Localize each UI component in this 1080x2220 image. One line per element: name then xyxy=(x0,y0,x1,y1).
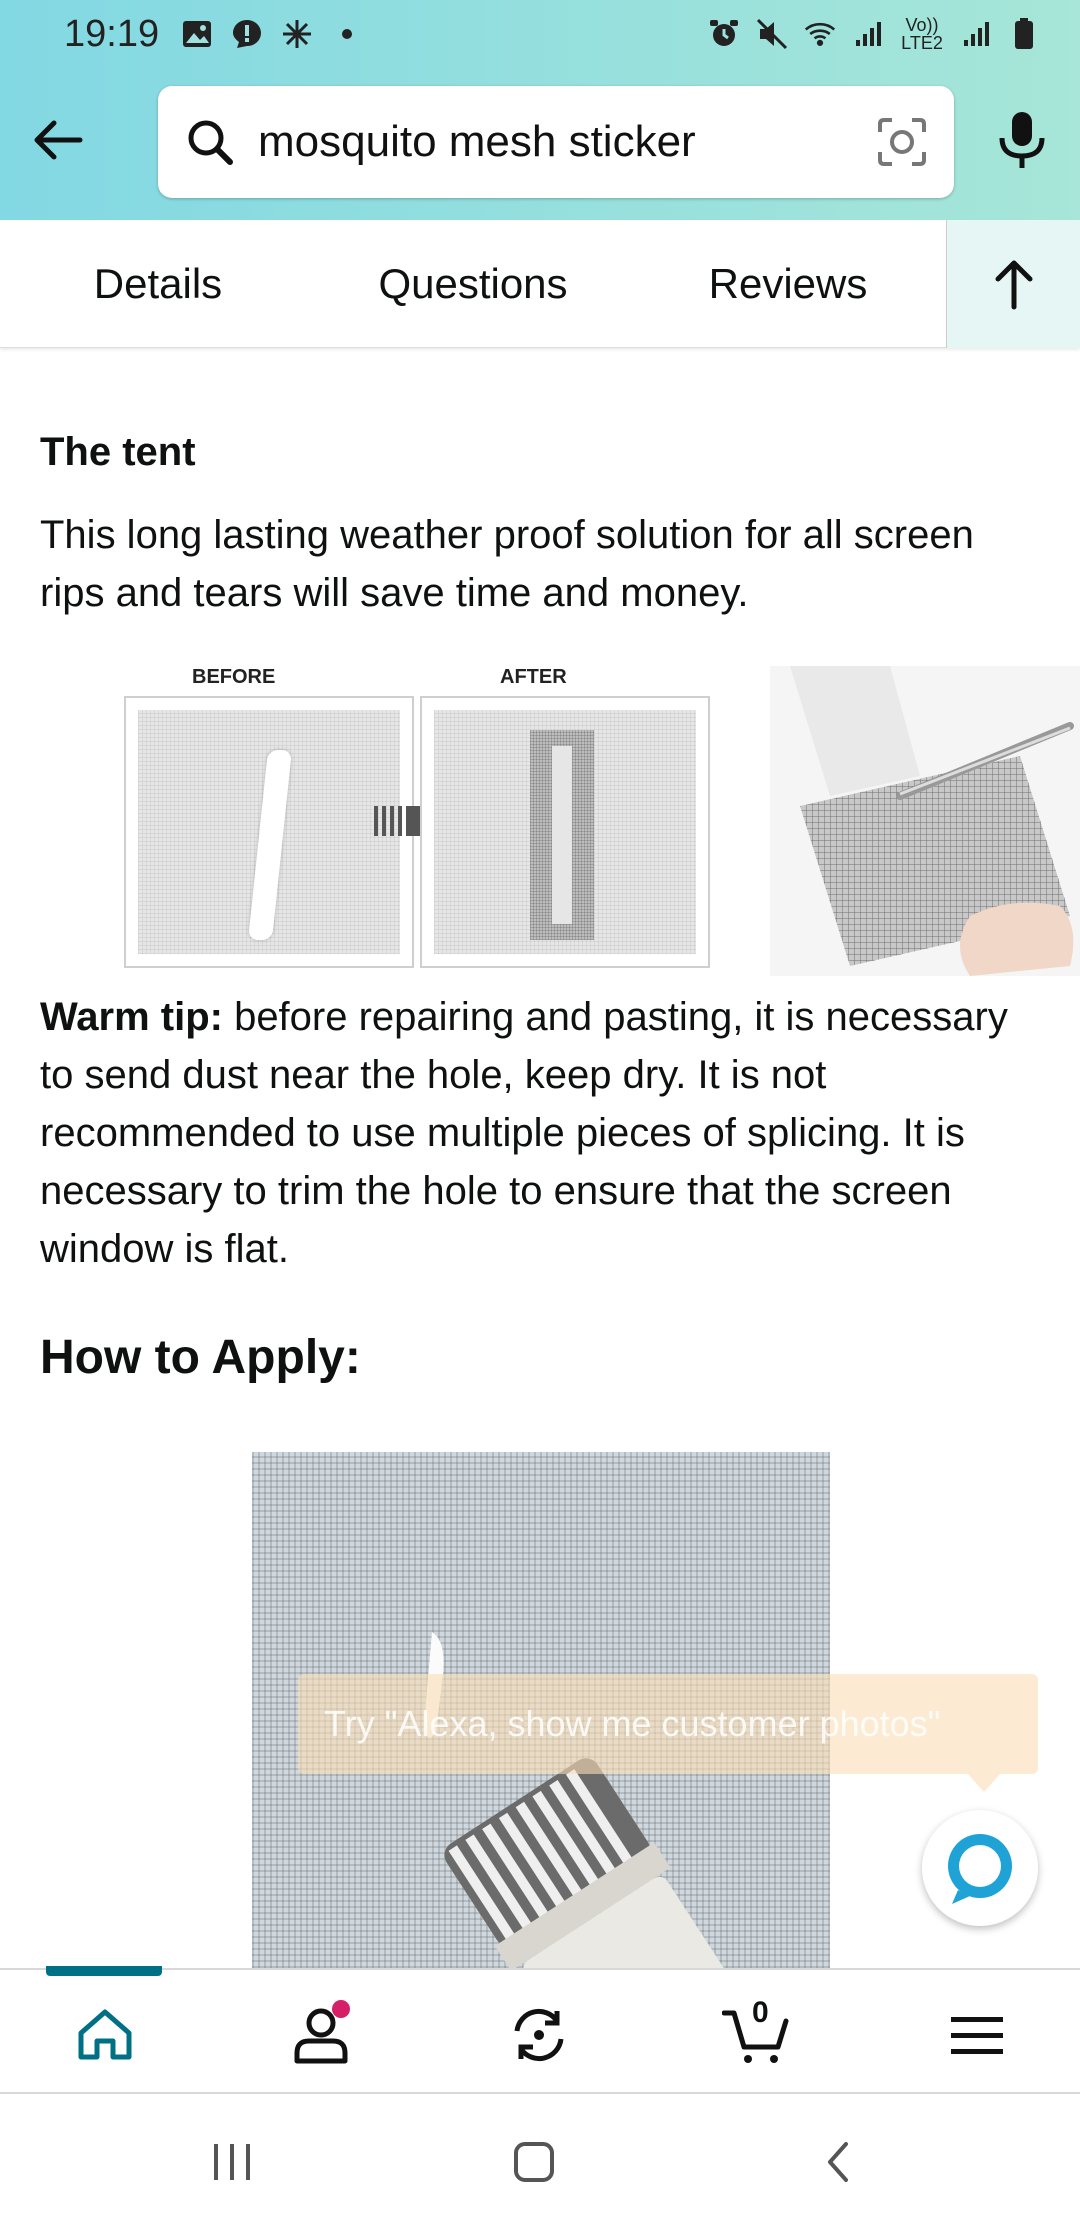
tape-roll-photo xyxy=(770,666,1080,976)
after-label: AFTER xyxy=(500,666,567,688)
rufus-icon xyxy=(509,2005,569,2065)
nav-menu[interactable] xyxy=(942,2000,1012,2070)
section-heading: The tent xyxy=(40,430,196,474)
arrow-left-icon xyxy=(28,110,88,170)
alert-icon xyxy=(231,18,263,50)
status-right-icons xyxy=(708,16,1040,52)
tooltip-tail xyxy=(968,1774,1000,1792)
gallery-icon xyxy=(181,18,213,50)
status-time: 19:19 xyxy=(64,12,160,55)
warm-tip-text: before repairing and pasting, it is necessary to send dust near the hole, keep dry. It is not recommended to use multiple pieces of splicing. It is necessary to trim the hole to ensure that the screen window is flat. xyxy=(40,995,1008,1271)
alexa-icon xyxy=(938,1826,1022,1910)
chevron-left-icon xyxy=(818,2138,858,2186)
back-system-button[interactable] xyxy=(808,2132,868,2192)
mic-button[interactable] xyxy=(992,108,1052,172)
menu-icon xyxy=(949,2013,1005,2057)
status-left-icons xyxy=(181,18,363,50)
signal-icon xyxy=(852,18,884,50)
battery-icon xyxy=(1008,18,1040,50)
wifi-icon xyxy=(804,18,836,50)
nav-rufus[interactable] xyxy=(504,2000,574,2070)
alexa-button[interactable] xyxy=(922,1810,1038,1926)
search-input[interactable] xyxy=(158,86,954,198)
cart-count: 0 xyxy=(752,1996,769,2029)
before-label: BEFORE xyxy=(192,666,276,688)
alexa-suggestion-tooltip: Try "Alexa, show me customer photos" xyxy=(298,1674,1038,1774)
home-square-icon xyxy=(510,2138,558,2186)
dot-icon xyxy=(331,18,363,50)
section-text: This long lasting weather proof solution for all screen rips and tears will save time and money. xyxy=(40,513,974,615)
mute-icon xyxy=(756,18,788,50)
recent-apps-button[interactable] xyxy=(202,2132,262,2192)
alarm-icon xyxy=(708,18,740,50)
notification-dot xyxy=(332,2000,350,2018)
how-to-apply-heading: How to Apply: xyxy=(40,1331,361,1384)
nav-cart[interactable] xyxy=(722,1996,792,2070)
microphone-icon xyxy=(992,108,1052,172)
system-navigation-bar xyxy=(0,2094,1080,2220)
warm-tip-label: Warm tip: xyxy=(40,995,223,1039)
nav-home[interactable] xyxy=(70,2000,140,2070)
network-label: Vo)) LTE2 xyxy=(901,15,943,53)
recent-apps-icon xyxy=(208,2140,256,2184)
sparkle-icon xyxy=(281,18,313,50)
signal-icon-2 xyxy=(960,18,992,50)
active-tab-indicator xyxy=(46,1966,162,1976)
section-tabs xyxy=(0,220,1080,348)
search-query: mosquito mesh sticker xyxy=(258,117,696,166)
search-icon xyxy=(182,114,238,170)
home-icon xyxy=(75,2007,135,2063)
back-button[interactable] xyxy=(28,110,88,170)
bottom-navigation xyxy=(0,1968,1080,2094)
tab-reviews[interactable]: Reviews xyxy=(708,260,868,307)
arrow-up-icon xyxy=(990,257,1038,311)
status-bar xyxy=(0,0,1080,68)
tab-questions[interactable]: Questions xyxy=(378,260,568,307)
camera-lens-icon[interactable] xyxy=(874,114,930,170)
before-after-image xyxy=(80,666,1040,976)
warm-tip xyxy=(40,988,1050,1278)
nav-account[interactable] xyxy=(286,2000,356,2070)
tab-details[interactable]: Details xyxy=(93,260,223,307)
search-header xyxy=(0,68,1080,220)
scroll-to-top-button[interactable] xyxy=(946,220,1080,348)
home-system-button[interactable] xyxy=(504,2132,564,2192)
after-panel xyxy=(420,696,710,968)
